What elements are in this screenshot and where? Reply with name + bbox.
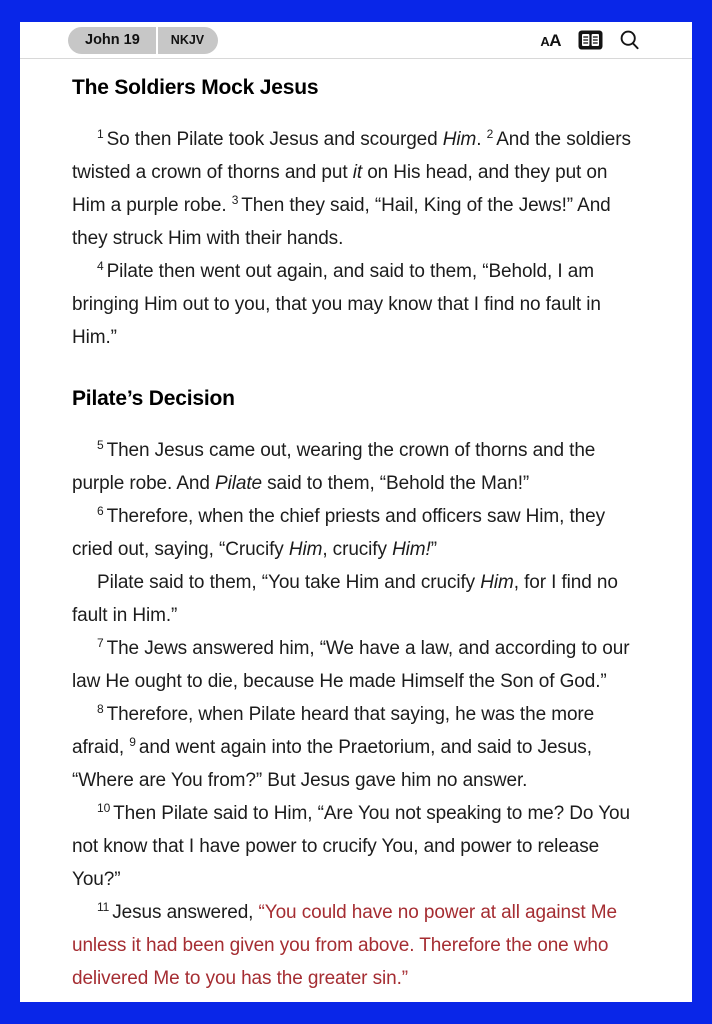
verse-paragraph [72,434,640,500]
verse-number: 8 [97,702,104,716]
verse-text: The Jews answered him, “We have a law, and according to our law He ought to die, because He made Himself the Son of God.” [72,638,630,692]
verse-text: Him [442,129,477,150]
verse-paragraph [72,896,640,995]
search-icon [620,30,640,50]
verse-text: , for I find no fault in Him.” [72,572,618,626]
verse-text: it [352,162,363,183]
verse-paragraph [72,500,640,566]
verse-text: on His head, and they put on Him a purple robe. [72,162,608,216]
verse-number: 10 [97,801,111,815]
book-icon [578,30,603,50]
verse-number: 5 [97,438,104,452]
font-size-icon: AA [540,30,561,50]
verse-text: said to them, “Behold the Man!” [261,473,530,494]
verse-number: 1 [97,127,104,141]
verse-number: 4 [97,259,104,273]
reader-page [20,22,692,1002]
verse-paragraph [72,797,640,896]
verse-paragraph [72,698,640,797]
verse-paragraph [72,255,640,354]
library-button[interactable] [578,30,603,50]
verse-text: and went again into the Praetorium, and said to Jesus, “Where are You from?” But Jesus gave him no answer. [72,737,592,791]
verse-number: 2 [486,127,494,141]
verse-text: Pilate [215,473,262,494]
verse-number: 6 [97,504,104,518]
passage-picker [68,27,218,54]
reader-toolbar [20,22,692,59]
verse-text: Therefore, when Pilate heard that saying, he was the more afraid, [72,704,595,758]
verse-text: Him [480,572,514,593]
verse-text: , crucify [322,539,393,560]
verse-text: . [476,129,487,150]
words-of-jesus-text: “You could have no power at all against Me unless it had been given you from above. Therefore the one who delivered Me to you has the greater sin.” [72,902,617,989]
verse-number: 9 [129,735,136,749]
section-heading: The Soldiers Mock Jesus [72,76,319,99]
search-button[interactable] [620,30,640,50]
verse-text: Then they said, “Hail, King of the Jews!” And they struck Him with their hands. [72,195,611,249]
verse-text: Pilate then went out again, and said to them, “Behold, I am bringing Him out to you, that you may know that I find no fault in Him.” [72,261,601,348]
translation-button[interactable]: NKJV [158,27,218,54]
scripture-content [20,59,692,1002]
verse-text: So then Pilate took Jesus and scourged [106,129,443,150]
toolbar-actions [540,30,662,50]
verse-text: Then Pilate said to Him, “Are You not speaking to me? Do You not know that I have power to crucify You, and power to release You?” [72,803,630,890]
section-heading: Pilate’s Decision [72,387,235,410]
font-settings-button[interactable] [540,32,561,49]
verse-text: And the soldiers twisted a crown of thorns and put [72,129,631,183]
verse-number: 11 [97,900,110,914]
verse-text: Him [288,539,323,560]
book-chapter-button[interactable]: John 19 [68,27,156,54]
verse-text: Therefore, when the chief priests and officers saw Him, they cried out, saying, “Crucify [72,506,606,560]
verse-paragraph [72,632,640,698]
verse-text: Pilate said to them, “You take Him and crucify [97,572,481,593]
verse-text: Jesus answered, [112,902,259,923]
verse-paragraph [72,123,640,255]
verse-number: 7 [97,636,104,650]
verse-text: Him! [392,539,431,560]
verse-number: 3 [231,193,239,207]
verse-text: ” [430,539,437,560]
verse-paragraph [72,566,640,632]
verse-text: Then Jesus came out, wearing the crown of thorns and the purple robe. And [72,440,596,494]
scripture-text [72,76,640,995]
